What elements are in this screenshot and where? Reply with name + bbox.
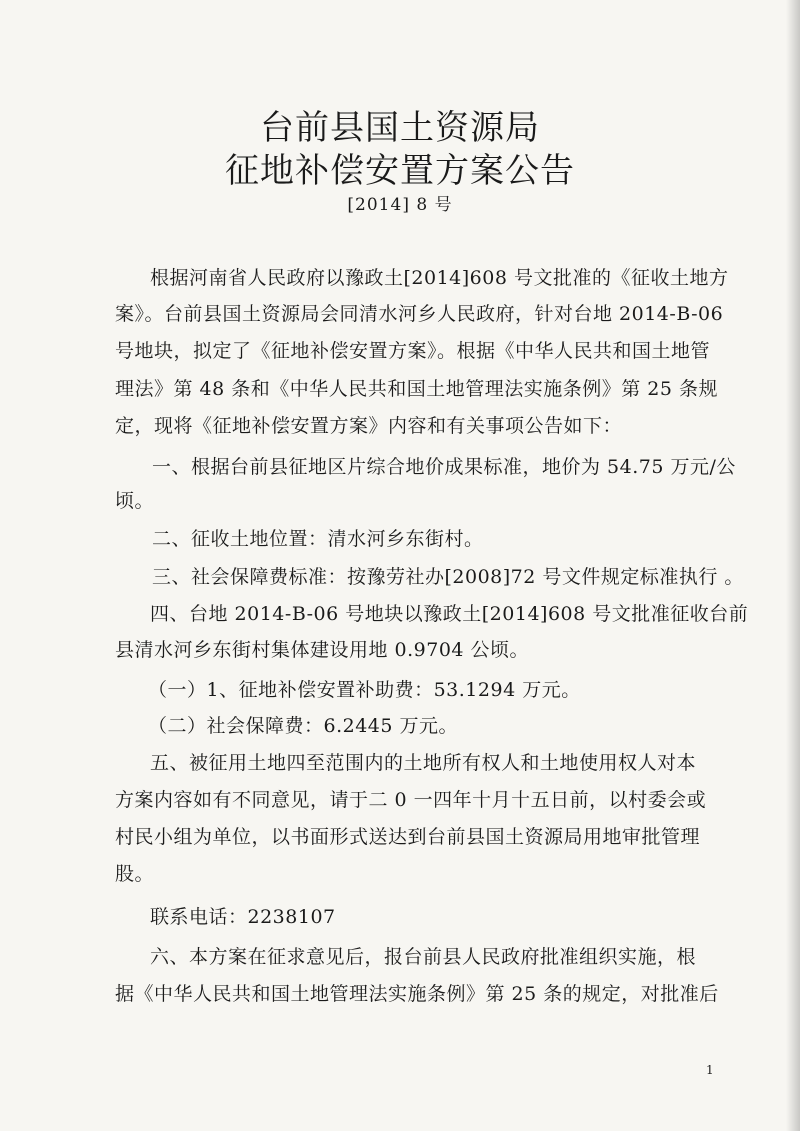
document-number: [2014] 8 号 [347,195,453,215]
body-line: 顷。 [115,490,155,512]
body-line: 案》。台前县国土资源局会同清水河乡人民政府，针对台地 2014-B-06 [115,303,724,325]
body-line: （二）社会保障费：6.2445 万元。 [148,715,459,737]
body-line: 据《中华人民共和国土地管理法实施条例》第 25 条的规定，对批准后 [115,983,719,1005]
body-line: 理法》第 48 条和《中华人民共和国土地管理法实施条例》第 25 条规 [115,378,719,400]
body-line: 号地块，拟定了《征地补偿安置方案》。根据《中华人民共和国土地管 [115,340,711,362]
body-line: 村民小组为单位，以书面形式送达到台前县国土资源局用地审批管理 [115,826,701,848]
body-line: 根据河南省人民政府以豫政土[2014]608 号文批准的《征收土地方 [150,267,729,289]
page-number: 1 [706,1063,714,1077]
body-line: 三、社会保障费标准：按豫劳社办[2008]72 号文件规定标准执行 。 [152,566,744,588]
title-line-2: 征地补偿安置方案公告 [225,151,575,191]
body-line: （一）1、征地补偿安置补助费：53.1294 万元。 [148,679,581,701]
body-line: 定，现将《征地补偿安置方案》内容和有关事项公告如下： [115,415,623,437]
body-line: 县清水河乡东街村集体建设用地 0.9704 公顷。 [115,639,530,661]
body-line: 方案内容如有不同意见，请于二 0 一四年十月十五日前，以村委会或 [115,789,707,811]
body-line: 股。 [115,863,155,885]
title-line-1: 台前县国土资源局 [260,108,540,148]
contact-phone-line: 联系电话：2238107 [150,906,336,928]
body-line: 六、本方案在征求意见后，报台前县人民政府批准组织实施，根 [150,946,697,968]
body-line: 五、被征用土地四至范围内的土地所有权人和土地使用权人对本 [150,752,697,774]
body-line: 四、台地 2014-B-06 号地块以豫政土[2014]608 号文批准征收台前 [150,603,749,625]
body-line: 一、根据台前县征地区片综合地价成果标准，地价为 54.75 万元/公 [152,456,736,478]
body-line: 二、征收土地位置：清水河乡东街村。 [152,528,484,550]
